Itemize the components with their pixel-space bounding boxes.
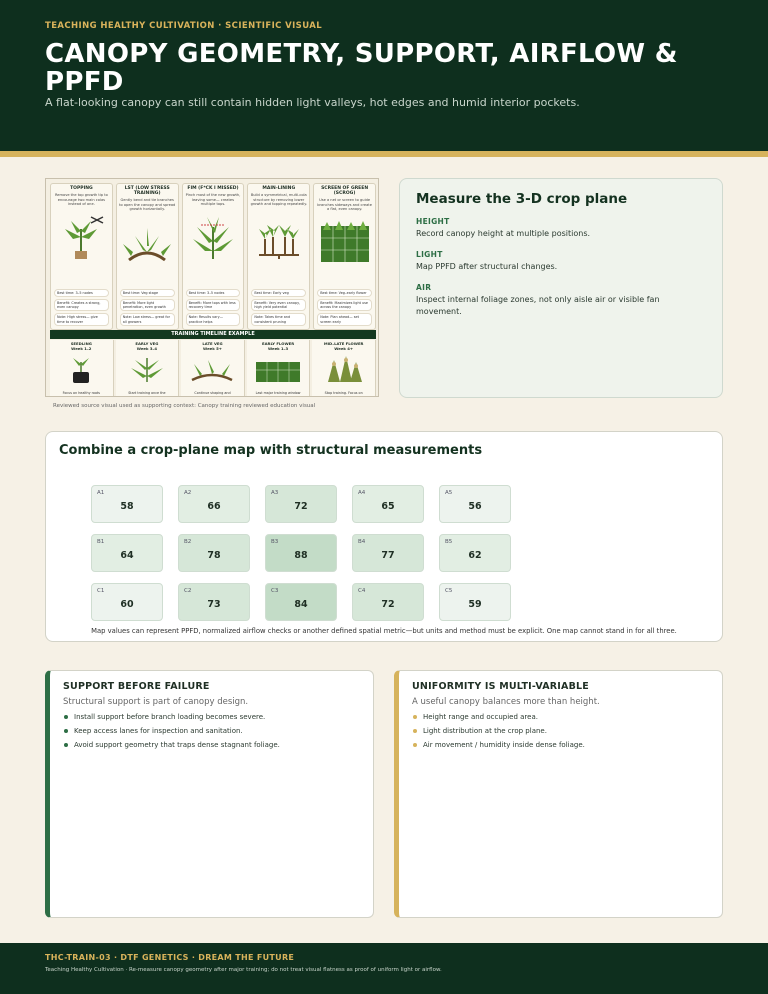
cell-value: 77 [381, 550, 395, 561]
map-title: Combine a crop-plane map with structural measurements [59, 443, 483, 458]
lst-plant-icon [119, 216, 175, 266]
cell-value: 58 [120, 501, 134, 512]
measure-text: Map PPFD after structural changes. [416, 262, 558, 271]
map-cell-c1 [91, 583, 163, 621]
cell-id: A4 [358, 490, 366, 496]
early-flower-icon [252, 352, 304, 384]
stage-week: Week 4+ [334, 345, 354, 351]
measure-item-height [416, 217, 706, 240]
header-eyebrow: TEACHING HEALTHY CULTIVATION · SCIENTIFIC VISUAL [45, 21, 323, 31]
column-desc: Use a net or screen to guide branches sideways and create a flat, even canopy. [317, 198, 372, 211]
list-item: Air movement / humidity inside dense foliage. [412, 741, 710, 749]
measure-item-air [416, 283, 706, 318]
timeline [50, 340, 376, 396]
timeline-stage [247, 340, 311, 396]
map-cell-c5 [439, 583, 511, 621]
stage-week: Week 1–2 [71, 345, 92, 351]
note: Benefit: Very even canopy, high yield potential [251, 299, 306, 312]
timeline-stage [50, 340, 114, 396]
column-desc: Remove the top growth tip to encourage two main colas instead of one. [54, 193, 108, 206]
map-cell-b4 [352, 534, 424, 572]
cell-id: C1 [97, 588, 105, 594]
training-column-lst [116, 183, 179, 330]
map-cell-a5 [439, 485, 511, 523]
column-title: TOPPING [70, 186, 93, 191]
note: Note: Results vary— practice helps [186, 313, 241, 326]
stage-footer: Start training once the [128, 391, 166, 395]
column-title: FIM (F*CK I MISSED) [187, 186, 239, 191]
cell-id: B5 [445, 539, 453, 545]
uniformity-card [394, 670, 723, 918]
cell-id: C5 [445, 588, 453, 594]
cell-value: 56 [468, 501, 482, 512]
timeline-stage [116, 340, 180, 396]
measure-title: Measure the 3-D crop plane [416, 191, 628, 207]
cell-id: A5 [445, 490, 453, 496]
uniformity-subtitle: A useful canopy balances more than height. [412, 697, 600, 707]
footer-id: THC-TRAIN-03 · DTF GENETICS · DREAM THE FUTURE [45, 953, 295, 962]
map-cell-b2 [178, 534, 250, 572]
map-cell-a4 [352, 485, 424, 523]
cell-id: A1 [97, 490, 105, 496]
timeline-stage [181, 340, 245, 396]
measure-label: LIGHT [416, 250, 443, 259]
note: Best time: 3–5 nodes [54, 289, 109, 297]
source-visual [45, 178, 379, 397]
measure-label: AIR [416, 283, 432, 292]
cell-value: 65 [381, 501, 395, 512]
cell-id: A3 [271, 490, 279, 496]
list-item: Avoid support geometry that traps dense stagnant foliage. [63, 741, 361, 749]
cell-value: 59 [468, 599, 482, 610]
column-desc: Build a symmetrical, multi-cola structure by removing lower growth and topping repeatedly. [250, 193, 307, 206]
cell-value: 78 [207, 550, 221, 561]
uniformity-list [412, 713, 710, 749]
note: Note: Takes time and consistent pruning [251, 313, 306, 326]
footer-note: Teaching Healthy Cultivation · Re-measure canopy geometry after major training; do not treat visual flatness as proof of uniform light or airflow. [45, 967, 442, 973]
topping-plant-icon [53, 211, 109, 261]
measure-text: Inspect internal foliage zones, not only aisle air or visible fan movement. [416, 295, 660, 316]
cell-value: 73 [207, 599, 221, 610]
scrog-plant-icon [317, 216, 373, 266]
stage-name: EARLY FLOWER [261, 341, 295, 346]
timeline-title: TRAINING TIMELINE EXAMPLE [50, 330, 376, 339]
note: Benefit: More tops with less recovery time [186, 299, 241, 312]
late-veg-icon [186, 352, 238, 384]
page-title: CANOPY GEOMETRY, SUPPORT, AIRFLOW & PPFD [45, 39, 678, 97]
cell-value: 62 [468, 550, 482, 561]
column-title: SCREEN OF GREEN (SCROG) [321, 186, 369, 196]
early-veg-icon [121, 352, 173, 384]
map-cell-a1 [91, 485, 163, 523]
training-columns [50, 183, 376, 330]
cell-id: B1 [97, 539, 105, 545]
training-column-mainlining [247, 183, 310, 330]
stage-name: EARLY VEG [135, 341, 159, 346]
cell-id: A2 [184, 490, 192, 496]
stage-name: SEEDLING [70, 341, 92, 346]
note: Benefit: More light penetration, even growth [120, 299, 175, 312]
stage-footer: Last major training window [255, 391, 301, 395]
support-title: SUPPORT BEFORE FAILURE [63, 681, 210, 692]
map-cell-c4 [352, 583, 424, 621]
support-subtitle: Structural support is part of canopy design. [63, 697, 249, 707]
stage-footer: Focus on healthy roots [62, 391, 100, 395]
measure-label: HEIGHT [416, 217, 450, 226]
note: Best time: Veg–early flower [317, 289, 372, 297]
note: Note: Plan ahead— set screen early [317, 313, 372, 326]
training-column-fim [182, 183, 245, 330]
page-footer [0, 943, 768, 994]
cell-value: 72 [294, 501, 308, 512]
note: Best time: Veg stage [120, 289, 175, 297]
measure-item-light [416, 250, 706, 273]
fim-plant-icon [185, 211, 241, 261]
stage-name: LATE VEG [202, 341, 223, 346]
cell-value: 64 [120, 550, 134, 561]
measure-text: Record canopy height at multiple positions. [416, 229, 591, 238]
stage-footer: Continue shaping and [194, 391, 231, 395]
cell-value: 84 [294, 599, 308, 610]
map-cell-a3 [265, 485, 337, 523]
map-cell-a2 [178, 485, 250, 523]
stage-footer: Stop training. Focus on [324, 391, 363, 395]
stage-week: Week 3–4 [136, 345, 157, 351]
column-desc: Gently bend and tie branches to open the canopy and spread growth horizontally. [119, 198, 176, 211]
list-item: Keep access lanes for inspection and sanitation. [63, 727, 361, 735]
training-column-scrog [313, 183, 376, 330]
note: Benefit: Maximizes light use across the canopy [317, 299, 372, 312]
timeline-stage [312, 340, 376, 396]
seedling-icon [55, 352, 107, 384]
cell-id: C2 [184, 588, 192, 594]
cell-id: B4 [358, 539, 366, 545]
map-cell-c3 [265, 583, 337, 621]
header-divider [0, 151, 768, 157]
source-caption: Reviewed source visual used as supporting context: Canopy training reviewed education visual [53, 403, 316, 409]
cell-id: C3 [271, 588, 279, 594]
list-item: Height range and occupied area. [412, 713, 710, 721]
map-cell-b3 [265, 534, 337, 572]
map-cell-b5 [439, 534, 511, 572]
column-desc: Pinch most of the new growth, leaving some— creates multiple tops. [185, 193, 241, 206]
uniformity-title: UNIFORMITY IS MULTI-VARIABLE [412, 681, 589, 692]
support-list [63, 713, 361, 749]
stage-name: MID–LATE FLOWER [323, 341, 364, 346]
map-cell-b1 [91, 534, 163, 572]
cell-id: C4 [358, 588, 366, 594]
note: Benefit: Creates a strong, even canopy [54, 299, 109, 312]
cell-value: 72 [381, 599, 395, 610]
map-cell-c2 [178, 583, 250, 621]
measure-card [399, 178, 723, 398]
list-item: Light distribution at the crop plane. [412, 727, 710, 735]
cell-id: B3 [271, 539, 279, 545]
map-note: Map values can represent PPFD, normalized airflow checks or another defined spatial metric—but units and method must be explicit. One map cannot stand in for all three. [91, 627, 677, 635]
column-title: MAIN-LINING [262, 186, 296, 191]
stage-week: Week 5+ [203, 345, 222, 351]
cell-value: 66 [207, 501, 221, 512]
cell-id: B2 [184, 539, 192, 545]
note: Note: High stress— give time to recover [54, 313, 109, 326]
note: Best time: Early veg [251, 289, 306, 297]
stage-week: Week 1–3 [267, 345, 289, 351]
mainlining-plant-icon [251, 211, 307, 261]
cell-value: 88 [294, 550, 308, 561]
crop-plane-map-card [45, 431, 723, 642]
note: Note: Low stress— great for all growers [120, 313, 175, 326]
mid-late-flower-icon [318, 352, 370, 384]
training-column-topping [50, 183, 113, 330]
column-title: LST (LOW STRESS TRAINING) [124, 186, 170, 196]
note: Best time: 3–5 nodes [186, 289, 241, 297]
support-card [45, 670, 374, 918]
cell-value: 60 [120, 599, 134, 610]
page-subtitle: A flat-looking canopy can still contain hidden light valleys, hot edges and humid interior pockets. [45, 96, 580, 109]
page-header [0, 0, 768, 151]
list-item: Install support before branch loading becomes severe. [63, 713, 361, 721]
